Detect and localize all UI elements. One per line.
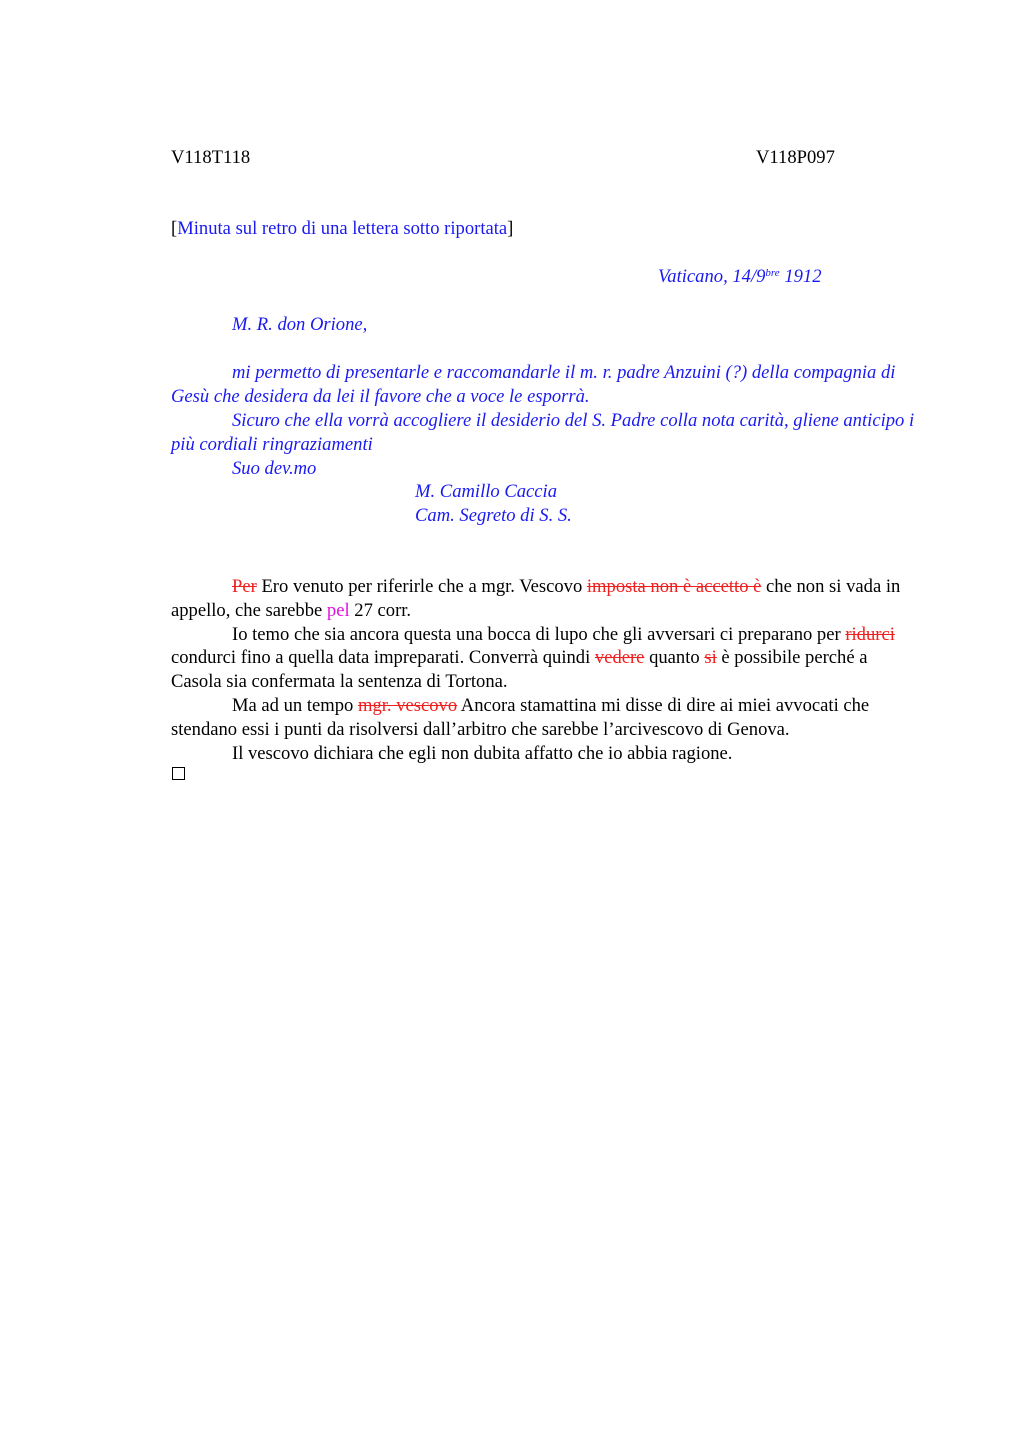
- note-text: Minuta sul retro di una lettera sotto riportata: [177, 218, 508, 239]
- note-open-bracket: [: [171, 218, 178, 239]
- deleted-text: si: [704, 647, 717, 669]
- letter-paragraph-1: mi permetto di presentarle e raccomandarle il m. r. padre Anzuini (?) della compagnia di Gesù che desidera da lei il favore che a voce le esporrà.: [171, 362, 896, 407]
- draft-text: Ancora stamattina mi disse di dire ai miei avvocati che stendano essi i punti da risolversi dall’arbitro che sarebbe l’arcivescovo di Genova.: [171, 694, 870, 740]
- draft-text: che non si vada in appello, che sarebbe: [171, 576, 901, 621]
- note-close-bracket: ]: [507, 218, 514, 239]
- draft-text: 27 corr.: [349, 599, 412, 621]
- editorial-note: [171, 217, 513, 241]
- draft-paragraph-3: [171, 694, 916, 742]
- draft-text: condurci fino a quella data impreparati. Converrà quindi: [171, 647, 595, 669]
- draft-text: Ero venuto per riferirle che a mgr. Vescovo: [256, 576, 587, 597]
- end-box-icon: [172, 767, 185, 780]
- letter-paragraph-2: Sicuro che ella vorrà accogliere il desiderio del S. Padre colla nota carità, gliene anticipo i più cordiali ringraziamenti: [171, 410, 915, 455]
- deleted-text: mgr. vescovo: [358, 694, 458, 716]
- letter-signature-title: Cam. Segreto di S. S.: [415, 505, 572, 526]
- letter-closing: Suo dev.mo: [232, 458, 317, 479]
- draft-paragraph-4: [171, 742, 916, 766]
- deleted-text: Per: [232, 576, 257, 597]
- draft-text: è possibile perché a Casola sia confermata la sentenza di Tortona.: [171, 647, 868, 693]
- document-code-left: V118T118: [171, 147, 251, 168]
- document-code-right: V118P097: [756, 147, 835, 168]
- letter-salutation: M. R. don Orione,: [232, 314, 368, 335]
- draft-paragraph-2: [171, 623, 916, 694]
- letter-date-place: Vaticano, 14/9: [658, 266, 766, 287]
- draft-text: Io temo che sia ancora questa una bocca di lupo che gli avversari ci preparano per: [232, 623, 846, 645]
- draft-body: [171, 575, 916, 765]
- letter-signature-name: M. Camillo Caccia: [415, 481, 558, 502]
- letter-date: [658, 265, 822, 289]
- draft-paragraph-1: [171, 575, 916, 623]
- draft-text: quanto: [644, 647, 705, 669]
- deleted-text: ridurci: [845, 623, 895, 645]
- deleted-text: imposta non è accetto è: [586, 576, 762, 597]
- letter-date-year: 1912: [779, 266, 822, 287]
- letter-date-superscript: bre: [765, 267, 780, 279]
- inserted-text: pel: [326, 599, 350, 621]
- draft-text: Il vescovo dichiara che egli non dubita affatto che io abbia ragione.: [232, 742, 733, 764]
- deleted-text: vedere: [594, 647, 645, 669]
- letter-body: [171, 361, 916, 481]
- draft-text: Ma ad un tempo: [232, 694, 358, 716]
